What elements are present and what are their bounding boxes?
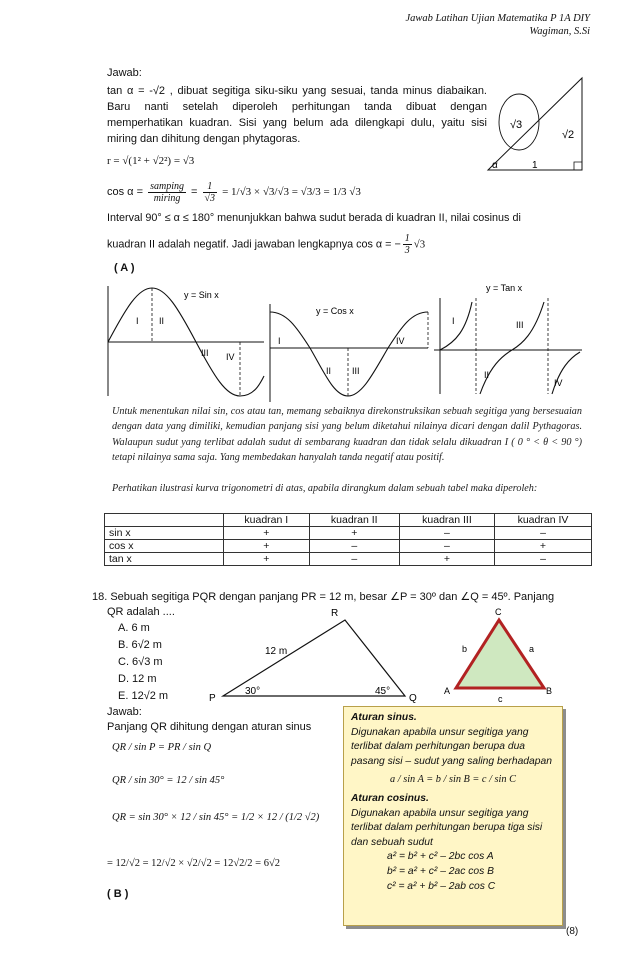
- sine-graph: [106, 280, 266, 402]
- table-header-row: [105, 514, 592, 527]
- frac-1-root3: $\frac{1}{√3}$: [204, 180, 216, 204]
- table-cell: –: [309, 553, 399, 566]
- quadrant-sign-table: [104, 513, 592, 566]
- page-number: (8): [566, 926, 579, 937]
- angle-label: α: [492, 160, 498, 171]
- right-triangle-diagram: [482, 72, 592, 178]
- table-cell: +: [224, 527, 310, 540]
- table-row: [105, 527, 592, 540]
- option-c: C. 6√3 m: [118, 656, 163, 668]
- cos-prefix: cos α =: [107, 186, 144, 198]
- abc-triangle-diagram: [440, 606, 560, 704]
- side-a: a: [529, 644, 535, 654]
- cosine-q1: I: [278, 336, 281, 346]
- vertex-c: C: [495, 607, 502, 617]
- triangle-shape: [488, 78, 582, 170]
- hyp-label: √3: [510, 119, 523, 131]
- rules-reference-box: [343, 706, 563, 926]
- q17-answer: ( A ): [114, 262, 135, 274]
- table-header: kuadran IV: [495, 514, 592, 527]
- tangent-graph: [432, 280, 584, 396]
- vertex-b: B: [546, 686, 553, 696]
- q18-answer: ( B ): [107, 888, 129, 900]
- tangent-title: y = Tan x: [486, 283, 523, 293]
- sine-q4: IV: [226, 352, 235, 362]
- table-cell: +: [309, 527, 399, 540]
- tangent-branch-1: [440, 302, 472, 350]
- sine-rule-step-2: QR / sin 30° = 12 / sin 45°: [112, 775, 225, 786]
- side-b: b: [462, 644, 468, 654]
- table-row: [105, 540, 592, 553]
- vertex-a: A: [444, 686, 451, 696]
- sine-q2: II: [159, 316, 165, 326]
- frac-1-3: $\frac{1}{3}$: [404, 233, 410, 256]
- pqr-triangle-diagram: [205, 604, 425, 704]
- jawab-label-1: Jawab:: [107, 67, 142, 79]
- row-label: cos x: [105, 540, 224, 553]
- header-author: Wagiman, S.Si: [529, 26, 590, 37]
- option-d: D. 12 m: [118, 673, 157, 685]
- table-cell: –: [309, 540, 399, 553]
- cos-equation: cos α = $\frac{\text{samping}}{\text{miring}}$ = $\frac{1}{√3}$ = 1/√3 × √3/√3 = √3/3 = 1/3 √3: [107, 180, 361, 204]
- table-cell: –: [495, 553, 592, 566]
- sine-q1: I: [136, 316, 139, 326]
- q18-stem-line-2: QR adalah ....: [107, 606, 175, 618]
- page-header: [405, 12, 590, 38]
- tangent-q2: II: [484, 370, 490, 380]
- cos-simplification: = 1/√3 × √3/√3 = √3/3 = 1/3 √3: [222, 186, 361, 198]
- sine-rule-step-1: QR / sin P = PR / sin Q: [112, 742, 212, 753]
- option-a: A. 6 m: [118, 622, 150, 634]
- q18-stem-line-1: 18. Sebuah segitiga PQR dengan panjang PR = 12 m, besar ∠P = 30º dan ∠Q = 45º. Panjang: [92, 591, 555, 603]
- sine-rule-formula: a / sin A = b / sin B = c / sin C: [390, 774, 516, 786]
- note-paragraph-2: Perhatikan ilustrasi kurva trigonometri di atas, apabila dirangkum dalam sebuah tabel maka diperoleh:: [112, 483, 538, 494]
- table-cell: –: [399, 527, 494, 540]
- vertex-p: P: [209, 693, 216, 704]
- cosine-curve: [270, 312, 428, 396]
- cosine-q4: IV: [396, 336, 405, 346]
- cosine-formula-c: c² = a² + b² – 2ab cos C: [387, 880, 496, 892]
- sine-rule-desc: Digunakan apabila unsur segitiga yang terlibat dalam perhitungan berupa dua pasang sisi – sudut yang saling berhadapan: [351, 726, 552, 767]
- table-header: kuadran I: [224, 514, 310, 527]
- cosine-formula-a: a² = b² + c² – 2bc cos A: [387, 851, 494, 863]
- tangent-q3: III: [516, 320, 524, 330]
- cosine-graph: [266, 300, 430, 406]
- table-cell: +: [224, 553, 310, 566]
- table-header: kuadran II: [309, 514, 399, 527]
- pqr-triangle: [223, 620, 405, 696]
- tangent-q1: I: [452, 316, 455, 326]
- side-c: c: [498, 694, 503, 704]
- row-label: tan x: [105, 553, 224, 566]
- header-title: Jawab Latihan Ujian Matematika P 1A DIY: [405, 13, 590, 24]
- jawab-label-2: Jawab:: [107, 706, 142, 718]
- q17-explanation: tan α = -√2 , dibuat segitiga siku-siku yang sesuai, tanda minus diabaikan. Baru nanti setelah diperoleh perhitungan tanda dibuat dengan memperhatikan kuadran. Sisi yang belum ada dilengkapi dulu, yaitu sisi miring dan dihitung dengan phytagoras.: [107, 85, 487, 145]
- side-pr-label: 12 m: [265, 646, 288, 657]
- q18-method: Panjang QR dihitung dengan aturan sinus: [107, 721, 312, 733]
- tangent-q4: IV: [554, 378, 563, 388]
- sine-title: y = Sin x: [184, 290, 219, 300]
- r-equation: r = √(1² + √2²) = √3: [107, 155, 195, 167]
- cosine-title: y = Cos x: [316, 306, 354, 316]
- angle-q-label: 45°: [375, 686, 391, 697]
- sine-q3: III: [201, 348, 209, 358]
- abc-triangle: [456, 620, 544, 688]
- vertex-q: Q: [409, 693, 417, 704]
- angle-p-label: 30°: [245, 686, 261, 697]
- table-cell: +: [399, 553, 494, 566]
- sine-rule-title: Aturan sinus.: [351, 712, 417, 723]
- frac-samping-miring: $\frac{\text{samping}}{\text{miring}}$: [150, 180, 184, 204]
- cosine-q3: III: [352, 366, 360, 376]
- cosine-rule-title: Aturan cosinus.: [351, 792, 429, 804]
- table-header: kuadran III: [399, 514, 494, 527]
- sine-rule-step-3: QR = sin 30° × 12 / sin 45° = 1/2 × 12 / (1/2 √2): [112, 812, 320, 823]
- cosine-rule-desc: Digunakan apabila unsur segitiga yang terlibat dalam perhitungan berupa tiga sisi dan sebuah sudut: [351, 807, 543, 848]
- vertex-r: R: [331, 608, 339, 619]
- table-cell: –: [399, 540, 494, 553]
- sine-rule-step-4: = 12/√2 = 12/√2 × √2/√2 = 12√2/2 = 6√2: [107, 858, 280, 869]
- option-b: B. 6√2 m: [118, 639, 162, 651]
- interval-line-2: kuadran II adalah negatif. Jadi jawaban lengkapnya cos α = − $\frac{1}{3}$ √3: [107, 233, 426, 256]
- adj-label: 1: [532, 160, 538, 171]
- row-label: sin x: [105, 527, 224, 540]
- note-paragraph-1: Untuk menentukan nilai sin, cos atau tan, memang sebaiknya direkonstruksikan sebuah segitiga yang bersesuaian dengan data yang dimiliki, kemudian panjang sisi yang belum diketahui nilainya dicari dengan dalil Pythagoras. Walaupun sudut yang terlibat adalah sudut di sembarang kuadran dan tidak selalu dikuadran I ( 0 ° < θ < 90 °) tetapi nilainya sama saja. Yang membedakan hanyalah tanda negatif atau positif.: [112, 406, 582, 464]
- cosine-formula-b: b² = a² + c² – 2ac cos B: [387, 865, 495, 877]
- table-header: [105, 514, 224, 527]
- option-e: E. 12√2 m: [118, 690, 169, 702]
- tangent-branch-2: [480, 302, 544, 394]
- table-row: [105, 553, 592, 566]
- table-cell: –: [495, 527, 592, 540]
- table-cell: +: [224, 540, 310, 553]
- table-cell: +: [495, 540, 592, 553]
- opp-label: √2: [562, 129, 575, 141]
- interval-line-1: Interval 90° ≤ α ≤ 180° menunjukkan bahwa sudut berada di kuadran II, nilai cosinus di: [107, 212, 521, 224]
- cosine-q2: II: [326, 366, 332, 376]
